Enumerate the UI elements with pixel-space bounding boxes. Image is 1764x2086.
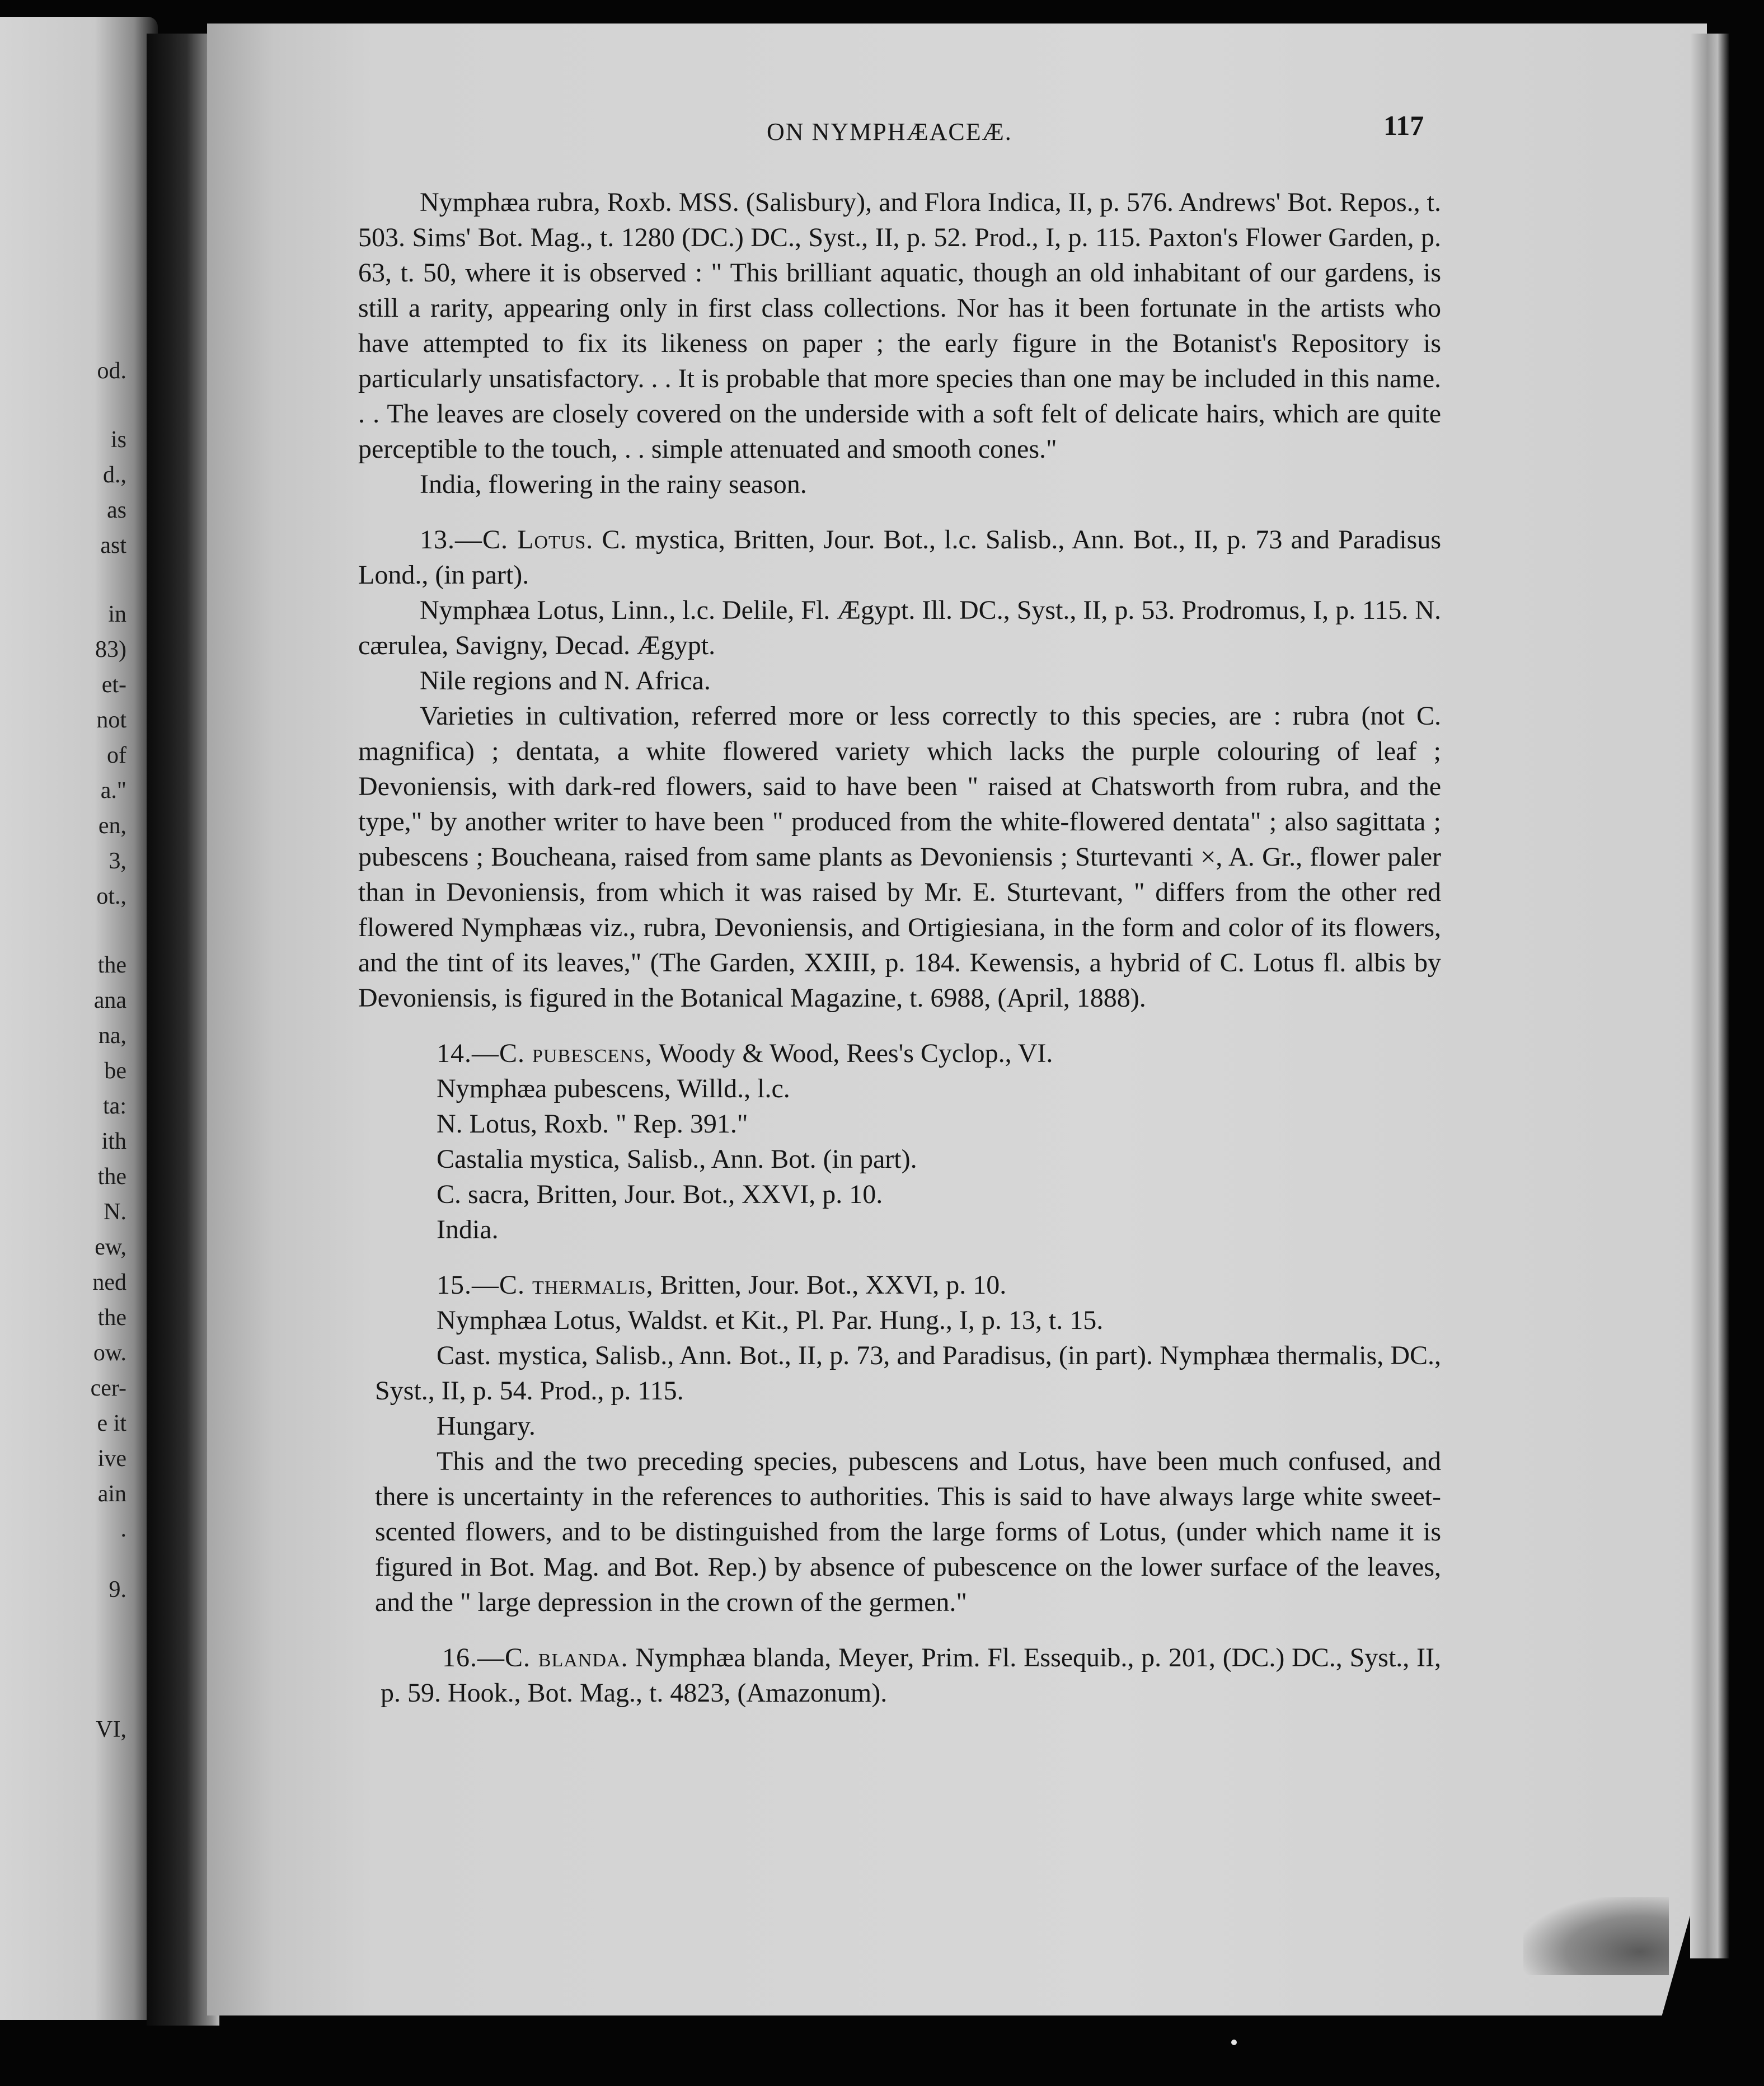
paragraph-text: Nymphæa Lotus, Linn., l.c. Delile, Fl. Ægypt. Ill. DC., Syst., II, p. 53. Prodromus, I, p. 115. N. cærulea, Savigny, Decad. Ægypt. xyxy=(358,595,1441,660)
dust-speck xyxy=(1231,2040,1237,2045)
margin-fragment: et- xyxy=(101,672,126,698)
species-entry-13 xyxy=(358,522,1441,593)
paragraph-text: India. xyxy=(437,1215,499,1244)
paragraph-text: Nymphæa rubra, Roxb. MSS. (Salisbury), and Flora Indica, II, p. 576. Andrews' Bot. Repos., t. 503. Sims' Bot. Mag., t. 1280 (DC.) DC., Syst., II, p. 52. Prod., I, p. 115. Paxton's Flower Garden, p. 63, t. 50, where it is observed : " This brilliant aquatic, though an old inhabitant of our gardens, is still a rarity, appearing only in first class collections. Nor has it been fortunate in the artists who have attempted to fix its likeness on paper ; the early figure in the Botanist's Repository is particularly unsatisfactory. . . It is probable that more species than one may be included in this name. . . The leaves are closely covered on the underside with a soft felt of delicate hairs, which are quite perceptible to the touch, . . simple attenuated and smooth cones." xyxy=(358,187,1441,464)
paragraph xyxy=(358,698,1441,1016)
paragraph xyxy=(358,663,1441,698)
species-heading: 14.—C. pubescens, xyxy=(437,1039,653,1068)
paragraph-text: Woody & Wood, Rees's Cyclop., VI. xyxy=(658,1039,1053,1068)
paragraph-text: Hungary. xyxy=(437,1411,536,1441)
margin-fragment: is xyxy=(110,427,126,453)
species-entry-16 xyxy=(358,1640,1441,1711)
paragraph xyxy=(358,593,1441,663)
paragraph-text: C. mystica, Britten, Jour. Bot., l.c. Salisb., Ann. Bot., II, p. 73 and Paradisus Lond., (in part). xyxy=(358,525,1442,590)
margin-fragment: 9. xyxy=(109,1577,126,1603)
margin-fragment: en, xyxy=(98,813,126,839)
margin-fragment: od. xyxy=(97,358,126,384)
margin-fragment: ew, xyxy=(95,1234,126,1260)
margin-fragment: in xyxy=(108,602,126,627)
paragraph-text: Nymphæa blanda, Meyer, Prim. Fl. Essequib., p. 201, (DC.) DC., Syst., II, p. 59. Hook., Bot. Mag., t. 4823, (Amazonum). xyxy=(381,1643,1442,1708)
paragraph xyxy=(358,185,1441,467)
margin-fragment: a." xyxy=(100,778,126,804)
margin-fragment: 3, xyxy=(109,848,126,874)
margin-fragment: cer- xyxy=(90,1375,126,1401)
paragraph-text: Nymphæa Lotus, Waldst. et Kit., Pl. Par. Hung., I, p. 13, t. 15. xyxy=(437,1305,1104,1335)
paragraph-text: Cast. mystica, Salisb., Ann. Bot., II, p. 73, and Paradisus, (in part). Nymphæa thermalis, DC., Syst., II, p. 54. Prod., p. 115. xyxy=(375,1341,1441,1406)
margin-fragment: ith xyxy=(101,1129,126,1154)
margin-fragment: be xyxy=(104,1058,126,1084)
margin-fragment: N. xyxy=(104,1199,126,1225)
page-body xyxy=(358,185,1441,1711)
margin-fragment: d., xyxy=(103,462,126,488)
page-number: 117 xyxy=(1383,110,1424,141)
margin-fragment: . xyxy=(120,1516,126,1542)
margin-fragment: as xyxy=(107,497,126,523)
margin-fragment: ana xyxy=(93,988,126,1013)
margin-fragment: ta: xyxy=(103,1093,126,1119)
margin-fragment: ast xyxy=(100,533,126,558)
species-entry-15 xyxy=(358,1267,1441,1303)
paragraph xyxy=(358,1338,1441,1408)
margin-fragment: ive xyxy=(97,1446,126,1472)
margin-fragment: VI, xyxy=(96,1717,126,1742)
paragraph-text: India, flowering in the rainy season. xyxy=(420,469,807,499)
synonym-line xyxy=(358,1177,1441,1212)
paragraph-text: Britten, Jour. Bot., XXVI, p. 10. xyxy=(660,1270,1007,1300)
paragraph-text: Varieties in cultivation, referred more or less correctly to this species, are : rubra (not C. magnifica) ; dentata, a white flowered variety which lacks the purple colouring of leaf ; Devoniensis, with dark-red flowers, said to have been " raised at Chatsworth from rubra, and the type," by another writer to have been " produced from the white-flowered dentata" ; also sagittata ; pubescens ; Boucheana, raised from same plants as Devoniensis ; Sturtevanti ×, A. Gr., flower paler than in Devoniensis, from which it was raised by Mr. E. Sturtevant, " differs from the other red flowered Nymphæas viz., rubra, Devoniensis, and Ortigiesiana, in the form and color of its flowers, and the tint of its leaves," (The Garden, XXIII, p. 184. Kewensis, a hybrid of C. Lotus fl. albis by Devoniensis, is figured in the Botanical Magazine, t. 6988, (April, 1888). xyxy=(358,701,1441,1013)
margin-fragment: of xyxy=(107,743,126,768)
paragraph-text: N. Lotus, Roxb. " Rep. 391." xyxy=(437,1109,748,1139)
paragraph-text: Nile regions and N. Africa. xyxy=(420,666,711,696)
page-edge xyxy=(1690,34,1729,1958)
synonym-line xyxy=(358,1071,1441,1106)
species-heading: 15.—C. thermalis, xyxy=(437,1270,654,1300)
paragraph-text: Nymphæa pubescens, Willd., l.c. xyxy=(437,1074,790,1103)
species-heading: 16.—C. blanda. xyxy=(442,1643,628,1672)
synonym-line xyxy=(358,1141,1441,1177)
margin-fragment: ow. xyxy=(93,1340,126,1366)
synonym-line xyxy=(358,1303,1441,1338)
paragraph-text: Castalia mystica, Salisb., Ann. Bot. (in part). xyxy=(437,1144,917,1174)
margin-fragment: na, xyxy=(98,1023,126,1049)
margin-fragment: the xyxy=(97,952,126,978)
paragraph-text: C. sacra, Britten, Jour. Bot., XXVI, p. 10. xyxy=(437,1180,883,1209)
paragraph xyxy=(358,1444,1441,1620)
margin-fragment: ot., xyxy=(96,884,126,909)
locality-line xyxy=(358,1408,1441,1444)
locality-line xyxy=(358,1212,1441,1247)
margin-fragment: ain xyxy=(97,1481,126,1507)
margin-fragment: 83) xyxy=(95,637,126,663)
paragraph xyxy=(358,467,1441,502)
running-head: ON NYMPHÆACEÆ. xyxy=(767,118,1012,145)
species-entry-14 xyxy=(358,1036,1441,1071)
margin-fragment: the xyxy=(97,1164,126,1190)
facing-page-fragment xyxy=(0,17,158,2020)
margin-fragment: the xyxy=(97,1305,126,1331)
synonym-line xyxy=(358,1106,1441,1141)
species-heading: 13.—C. Lotus. xyxy=(420,525,594,555)
margin-fragment: not xyxy=(96,707,126,733)
margin-fragment: ned xyxy=(92,1270,126,1295)
paragraph-text: This and the two preceding species, pubescens and Lotus, have been much confused, and there is uncertainty in the references to authorities. This is said to have always large white sweet-scented flowers, and to be distinguished from the large forms of Lotus, (under which name it is figured in Bot. Mag. and Bot. Rep.) by absence of pubescence on the lower surface of the leaves, and the " large depression in the crown of the germen." xyxy=(375,1446,1441,1617)
worn-corner xyxy=(1523,1897,1669,1975)
margin-fragment: e it xyxy=(97,1411,126,1436)
